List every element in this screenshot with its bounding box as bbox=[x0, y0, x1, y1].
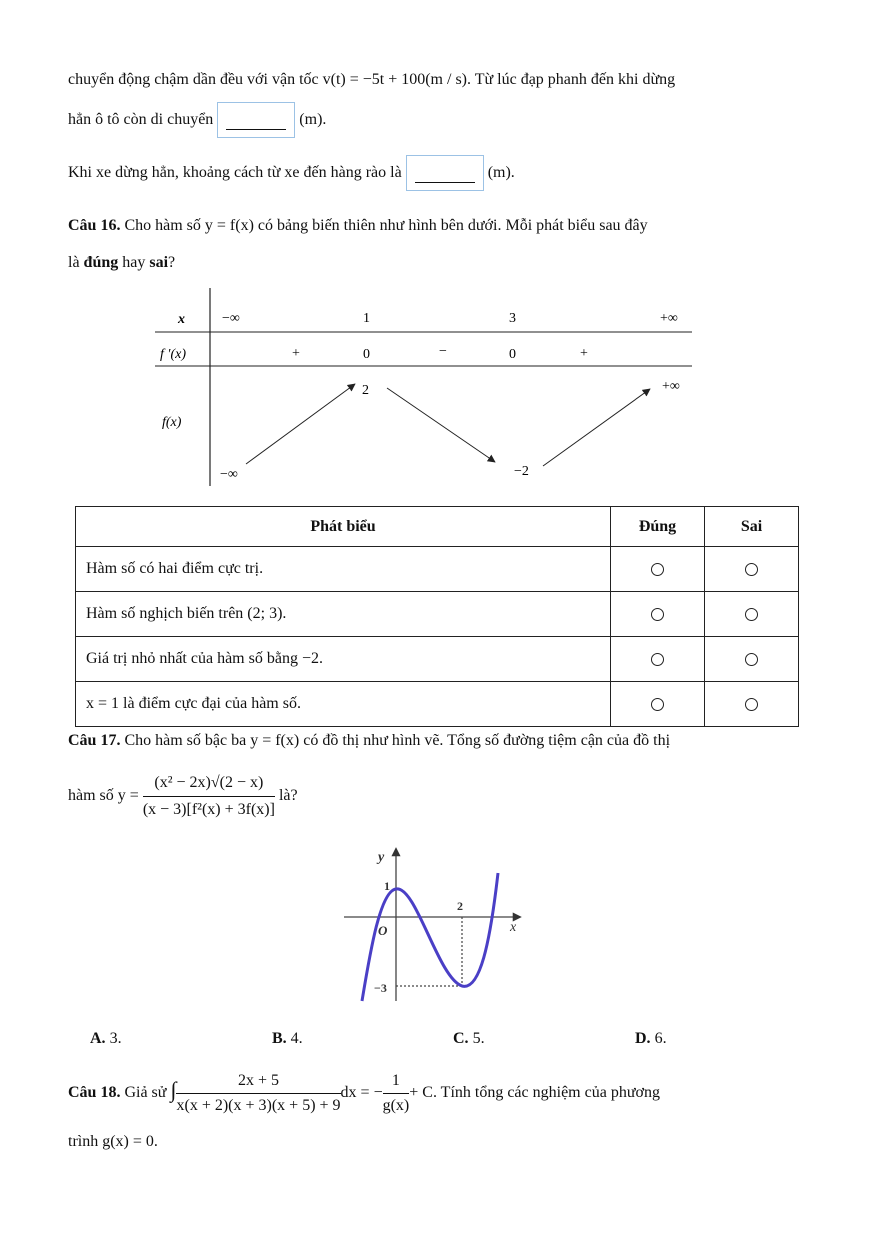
f-value: 2 bbox=[362, 383, 369, 398]
graph-tick-minus3: −3 bbox=[374, 981, 387, 995]
graph-origin: O bbox=[378, 923, 388, 938]
false-radio[interactable] bbox=[745, 698, 758, 711]
distance-answer-box[interactable] bbox=[217, 102, 295, 138]
header-false: Sai bbox=[705, 507, 799, 547]
table-row bbox=[76, 547, 799, 592]
option-a[interactable]: A. 3. bbox=[90, 1030, 122, 1047]
variation-table bbox=[150, 286, 710, 491]
f-value: −∞ bbox=[220, 467, 238, 482]
q16-line1: Câu 16. Cho hàm số y = f(x) có bảng biến thiên như hình bên dưới. Mỗi phát biểu sau đây bbox=[68, 217, 648, 234]
graph-y-label: y bbox=[378, 850, 385, 865]
cubic-graph bbox=[340, 843, 530, 1005]
f-label: f(x) bbox=[162, 415, 182, 430]
table-row bbox=[76, 592, 799, 637]
graph-tick-1: 1 bbox=[384, 879, 390, 893]
q18-label: Câu 18. bbox=[68, 1084, 121, 1101]
option-c[interactable]: C. 5. bbox=[453, 1030, 485, 1047]
q15-line2: hẳn ô tô còn di chuyển (m). bbox=[68, 102, 326, 138]
q18-line2: trình g(x) = 0. bbox=[68, 1133, 158, 1150]
true-radio[interactable] bbox=[651, 653, 664, 666]
q16-line2: là đúng hay sai? bbox=[68, 254, 176, 271]
false-radio[interactable] bbox=[745, 653, 758, 666]
q15-line3: Khi xe dừng hẳn, khoảng cách từ xe đến hàng rào là (m). bbox=[68, 155, 515, 191]
true-radio[interactable] bbox=[651, 608, 664, 621]
q16-label: Câu 16. bbox=[68, 217, 121, 234]
table-header-row bbox=[76, 507, 799, 547]
decrease-arrow bbox=[387, 388, 495, 462]
x-value: +∞ bbox=[660, 311, 678, 326]
option-d[interactable]: D. 6. bbox=[635, 1030, 667, 1047]
fprime-value: − bbox=[439, 344, 447, 359]
table-row bbox=[76, 682, 799, 727]
increase-arrow bbox=[246, 384, 355, 464]
fprime-value: 0 bbox=[509, 347, 516, 362]
graph-x-label: x bbox=[510, 920, 517, 935]
graph-tick-2: 2 bbox=[457, 899, 463, 913]
fprime-value: + bbox=[580, 346, 588, 361]
velocity-formula: v(t) = −5t + 100(m / s) bbox=[322, 71, 467, 88]
fence-distance-answer-box[interactable] bbox=[406, 155, 484, 191]
header-statement: Phát biểu bbox=[76, 507, 611, 547]
header-true: Đúng bbox=[611, 507, 705, 547]
true-radio[interactable] bbox=[651, 563, 664, 576]
statement-text: Giá trị nhỏ nhất của hàm số bằng −2. bbox=[76, 637, 611, 682]
q18-rhs-fraction: $\frac{1}{g(x)}$ bbox=[382, 1071, 410, 1114]
f-value: −2 bbox=[514, 464, 529, 479]
q18-line1: Câu 18. Giả sử ∫ $\frac{2x + 5}{x(x + 2)(x + 3)(x + 5) + 9}$ dx = − $\frac{1}{g(x)}$ + C. Tính tổng các nghiệm của phương bbox=[68, 1071, 660, 1114]
table-row bbox=[76, 637, 799, 682]
statements-table bbox=[75, 506, 799, 727]
x-value: 3 bbox=[509, 311, 516, 326]
q17-fraction: $\frac{\text{(x² − 2x)√(2 − x)}}{\text{(x − 3)[f²(x) + 3f(x)]}}$ bbox=[142, 773, 275, 818]
x-value: −∞ bbox=[222, 311, 240, 326]
q15-line1: chuyển động chậm dần đều với vận tốc v(t) = −5t + 100(m / s). Từ lúc đạp phanh đến khi dừng bbox=[68, 71, 676, 88]
false-radio[interactable] bbox=[745, 563, 758, 576]
statement-text: x = 1 là điểm cực đại của hàm số. bbox=[76, 682, 611, 727]
statement-text: Hàm số nghịch biến trên (2; 3). bbox=[76, 592, 611, 637]
statement-text: Hàm số có hai điểm cực trị. bbox=[76, 547, 611, 592]
x-label: x bbox=[178, 312, 185, 327]
q17-label: Câu 17. bbox=[68, 732, 121, 749]
false-radio[interactable] bbox=[745, 608, 758, 621]
increase-arrow bbox=[543, 389, 650, 466]
q17-line1: Câu 17. Cho hàm số bậc ba y = f(x) có đồ thị như hình vẽ. Tổng số đường tiệm cận của đồ thị bbox=[68, 732, 671, 749]
q18-fraction: $\frac{2x + 5}{x(x + 2)(x + 3)(x + 5) + 9}$ bbox=[176, 1071, 341, 1114]
x-value: 1 bbox=[363, 311, 370, 326]
fprime-value: 0 bbox=[363, 347, 370, 362]
integral-sign: ∫ bbox=[170, 1077, 177, 1102]
q17-line2: hàm số y = $\frac{\text{(x² − 2x)√(2 − x)}}{\text{(x − 3)[f²(x) + 3f(x)]}}$ là? bbox=[68, 766, 298, 826]
option-b[interactable]: B. 4. bbox=[272, 1030, 303, 1047]
fprime-value: + bbox=[292, 346, 300, 361]
true-radio[interactable] bbox=[651, 698, 664, 711]
f-value: +∞ bbox=[662, 379, 680, 394]
fprime-label: f ′(x) bbox=[160, 347, 186, 362]
